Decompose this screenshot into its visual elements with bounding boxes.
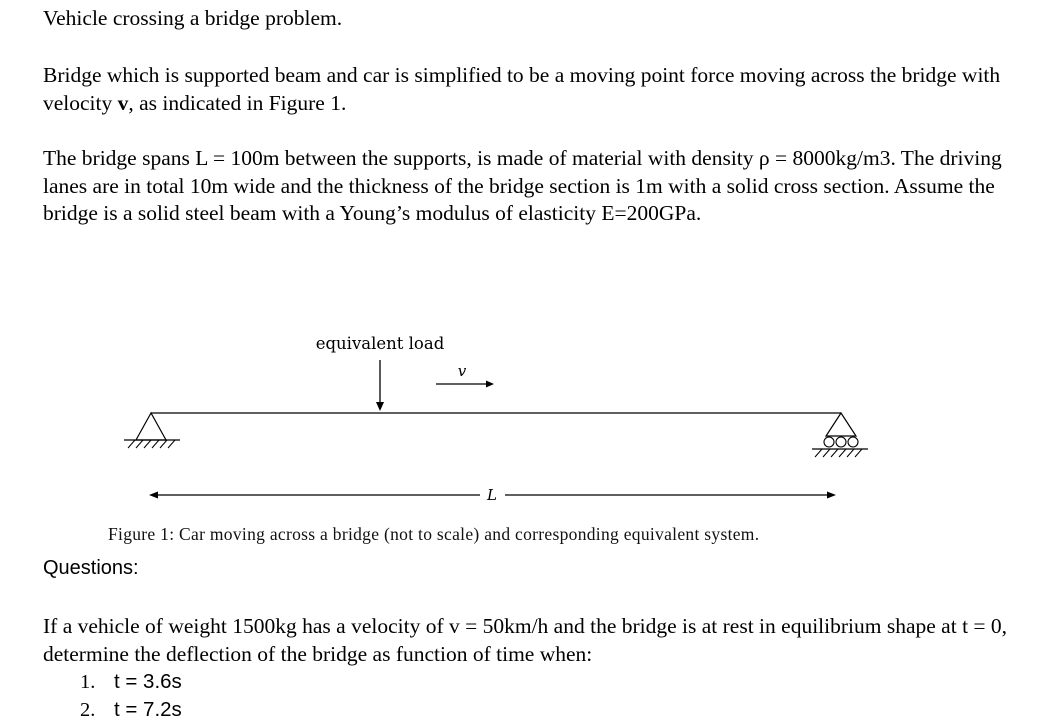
paragraph-text: Bridge which is supported beam and car is simplified to be a moving point force moving across the bridge with velocity bbox=[43, 63, 1001, 115]
span-arrowhead-left bbox=[149, 492, 158, 499]
pin-support bbox=[124, 413, 180, 448]
question-item bbox=[80, 670, 182, 694]
problem-title: Vehicle crossing a bridge problem. bbox=[43, 6, 343, 30]
load-arrowhead bbox=[376, 402, 384, 411]
question-text: t = 7.2s bbox=[114, 698, 182, 721]
question-number: 1. bbox=[80, 671, 96, 693]
velocity-arrowhead bbox=[486, 381, 494, 388]
bridge-properties-paragraph: The bridge spans L = 100m between the supports, is made of material with density ρ = 8000kg/m3. The driving lanes are in total 10m wide and the thickness of the bridge section is 1m with a solid cross section. Assume the bridge is a solid steel beam with a Young’s modulus of elasticity E=200GPa. bbox=[43, 146, 1002, 225]
paragraph-text: , as indicated in Figure 1. bbox=[128, 90, 347, 115]
question-paragraph: If a vehicle of weight 1500kg has a velocity of v = 50km/h and the bridge is at rest in equilibrium shape at t = 0, determine the deflection of the bridge as function of time when: bbox=[43, 614, 1008, 666]
figure-caption: Figure 1: Car moving across a bridge (not to scale) and corresponding equivalent system. bbox=[108, 524, 760, 544]
question-text: t = 3.6s bbox=[114, 670, 182, 693]
questions-heading: Questions: bbox=[43, 557, 139, 579]
question-item bbox=[80, 698, 182, 722]
velocity-label: v bbox=[457, 362, 467, 380]
problem-description-paragraph bbox=[43, 62, 1033, 117]
roller-support bbox=[812, 413, 868, 457]
velocity-symbol: v bbox=[117, 90, 129, 115]
load-label: equivalent load bbox=[315, 334, 445, 353]
question-number: 2. bbox=[80, 699, 96, 721]
bridge-figure bbox=[0, 318, 1053, 518]
span-arrowhead-right bbox=[827, 492, 836, 499]
span-label: L bbox=[487, 486, 497, 504]
